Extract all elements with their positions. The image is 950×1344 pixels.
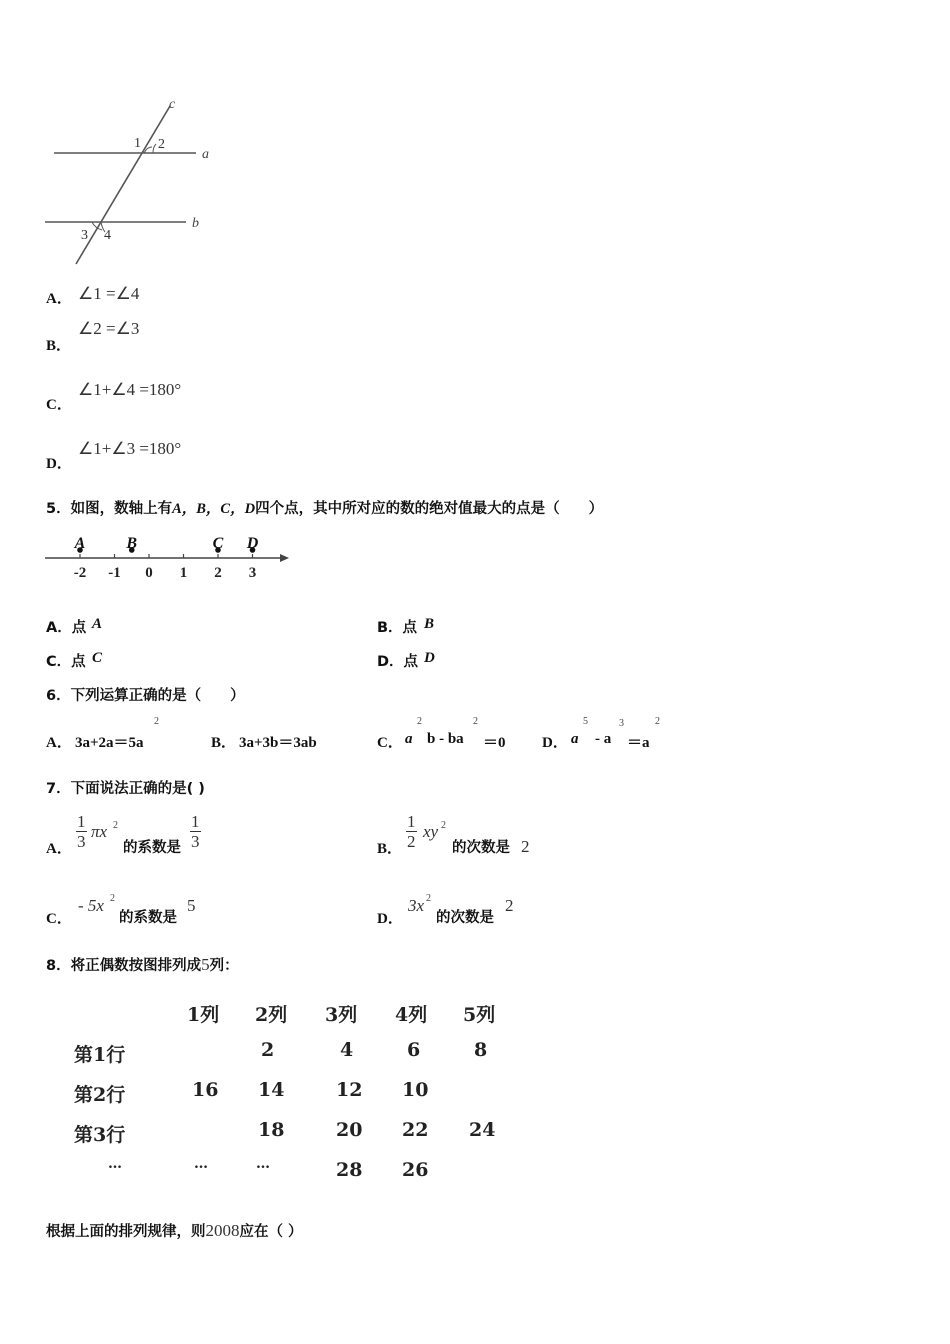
option-sup-1: 2	[417, 716, 422, 727]
option-label: A．	[46, 291, 72, 307]
option-expr: ∠2 =∠3	[78, 319, 140, 338]
option-part-1: a	[405, 731, 413, 747]
angle-2-label: 2	[158, 137, 165, 152]
q5-stem-prefix: 5．如图，数轴上有	[46, 501, 173, 517]
option-expr: ∠1+∠4 =180°	[78, 380, 182, 399]
number-line-point-label: B	[126, 535, 138, 552]
option-label: C．	[46, 397, 72, 413]
q8-question-suffix: 应在（ ）	[239, 1224, 303, 1240]
table-cell: …	[194, 1156, 208, 1172]
row-label: 第3行	[74, 1124, 126, 1146]
option-expr: ∠1+∠3 =180°	[78, 439, 182, 458]
option-label: C．	[377, 735, 403, 751]
angle-3-label: 3	[81, 228, 88, 243]
q5-stem-suffix: 四个点，其中所对应的数的绝对值最大的点是（ ）	[255, 501, 604, 517]
option-label: A．	[46, 735, 72, 751]
column-header: 2列	[255, 1004, 288, 1026]
table-cell: 4	[340, 1039, 354, 1061]
option-part-2: - a	[595, 731, 612, 747]
option-expr: ∠1 =∠4	[78, 284, 140, 303]
option-label: A．点	[46, 620, 87, 636]
fraction-denominator: 3	[191, 832, 200, 851]
number-line	[40, 530, 300, 586]
option-label: D．	[542, 735, 568, 751]
q5-stem	[46, 497, 603, 518]
number-line-tick-label: 0	[145, 565, 153, 581]
option-part-1: a	[571, 731, 579, 747]
option-expr: - 5x	[78, 896, 104, 915]
option-expr: πx	[91, 822, 108, 841]
angle-1-label: 1	[134, 136, 141, 151]
option-text: 的次数是	[452, 840, 510, 856]
q8-question-prefix: 根据上面的排列规律，则	[46, 1224, 206, 1240]
number-line-tick-label: -1	[108, 565, 121, 581]
q8-question	[46, 1220, 303, 1241]
number-line-arrow	[280, 554, 289, 562]
option-point: D	[424, 650, 435, 666]
angle-4-label: 4	[104, 228, 111, 243]
option-expr: 3a+2a＝5a	[75, 735, 144, 751]
fraction-numerator: 1	[191, 812, 200, 831]
table-cell: 12	[336, 1079, 363, 1101]
option-answer-fraction	[190, 812, 201, 851]
option-part-2: b - ba	[427, 731, 464, 747]
table-cell: …	[256, 1156, 270, 1172]
number-line-point-label: A	[74, 535, 86, 552]
table-cell: 28	[336, 1159, 363, 1181]
option-label: D．	[46, 456, 72, 472]
row-label: 第2行	[74, 1084, 126, 1106]
option-label: A．	[46, 841, 72, 857]
option-label: C．	[46, 911, 72, 927]
option-label: D．	[377, 911, 403, 927]
table-cell: 18	[258, 1119, 285, 1141]
option-part-3: ＝0	[483, 735, 506, 751]
label-c: c	[169, 97, 176, 112]
table-cell: 6	[407, 1039, 421, 1061]
number-line-point-label: C	[212, 535, 224, 552]
row-label: 第1行	[74, 1044, 126, 1066]
option-text: 的次数是	[436, 910, 494, 926]
table-cell: 26	[402, 1159, 429, 1181]
option-answer: 5	[187, 896, 196, 915]
q8-stem-prefix: 8．将正偶数按图排列成	[46, 958, 202, 974]
transversal-c	[76, 106, 170, 264]
option-sup-2: 2	[473, 716, 478, 727]
row-label: …	[108, 1156, 122, 1172]
option-fraction	[76, 812, 87, 851]
option-label: D．点	[377, 654, 419, 670]
fraction-denominator: 2	[407, 832, 416, 851]
option-sup: 2	[110, 893, 115, 904]
option-part-3: ＝a	[627, 735, 650, 751]
q8-stem	[46, 954, 239, 975]
label-a: a	[202, 147, 209, 162]
option-label: B．	[377, 841, 403, 857]
option-sup: 2	[426, 893, 431, 904]
column-header: 4列	[395, 1004, 428, 1026]
table-cell: 16	[192, 1079, 219, 1101]
option-answer: 2	[505, 896, 514, 915]
q7-stem: 7．下面说法正确的是( )	[46, 781, 205, 797]
number-line-tick-label: 1	[179, 565, 188, 581]
table-cell: 22	[402, 1119, 429, 1141]
table-cell: 2	[261, 1039, 275, 1061]
option-fraction	[406, 812, 417, 851]
number-line-tick-label: 3	[248, 565, 257, 581]
fraction-numerator: 1	[407, 812, 416, 831]
option-text: 的系数是	[123, 840, 181, 856]
table-cell: 20	[336, 1119, 363, 1141]
option-label: B．点	[377, 620, 418, 636]
option-sup-3: 2	[655, 716, 660, 727]
option-point: A	[92, 616, 103, 632]
option-sup: 2	[154, 716, 159, 727]
option-point: B	[424, 616, 435, 632]
option-sup: 2	[441, 820, 446, 831]
q8-question-num: 2008	[205, 1221, 240, 1240]
q8-stem-num: 5	[201, 955, 210, 974]
fraction-numerator: 1	[77, 812, 86, 831]
option-label: B．	[211, 735, 237, 751]
option-sup: 2	[113, 820, 118, 831]
column-header: 3列	[325, 1004, 358, 1026]
option-text: 的系数是	[119, 910, 177, 926]
label-b: b	[192, 216, 199, 231]
table-cell: 24	[469, 1119, 496, 1141]
number-line-tick-label: 2	[214, 565, 222, 581]
q6-stem: 6．下列运算正确的是（ ）	[46, 688, 245, 704]
number-line-point-label: D	[246, 535, 259, 552]
column-header: 1列	[187, 1004, 220, 1026]
option-sup-1: 5	[583, 716, 588, 727]
option-expr: 3x	[408, 896, 425, 915]
option-expr: 3a+3b＝3ab	[239, 735, 317, 751]
option-answer: 2	[521, 837, 530, 856]
option-point: C	[92, 650, 103, 666]
table-cell: 14	[258, 1079, 285, 1101]
q5-stem-points: A，B，C，D	[172, 501, 256, 517]
number-line-tick-label: -2	[73, 565, 87, 581]
option-expr: xy	[423, 822, 439, 841]
table-cell: 8	[474, 1039, 488, 1061]
table-cell: 10	[402, 1079, 429, 1101]
column-header: 5列	[463, 1004, 496, 1026]
option-sup-2: 3	[619, 718, 624, 729]
fraction-denominator: 3	[77, 832, 86, 851]
q8-stem-suffix: 列：	[209, 958, 239, 974]
parallel-lines-figure	[40, 92, 230, 272]
option-label: B．	[46, 338, 72, 354]
option-label: C．点	[46, 654, 86, 670]
